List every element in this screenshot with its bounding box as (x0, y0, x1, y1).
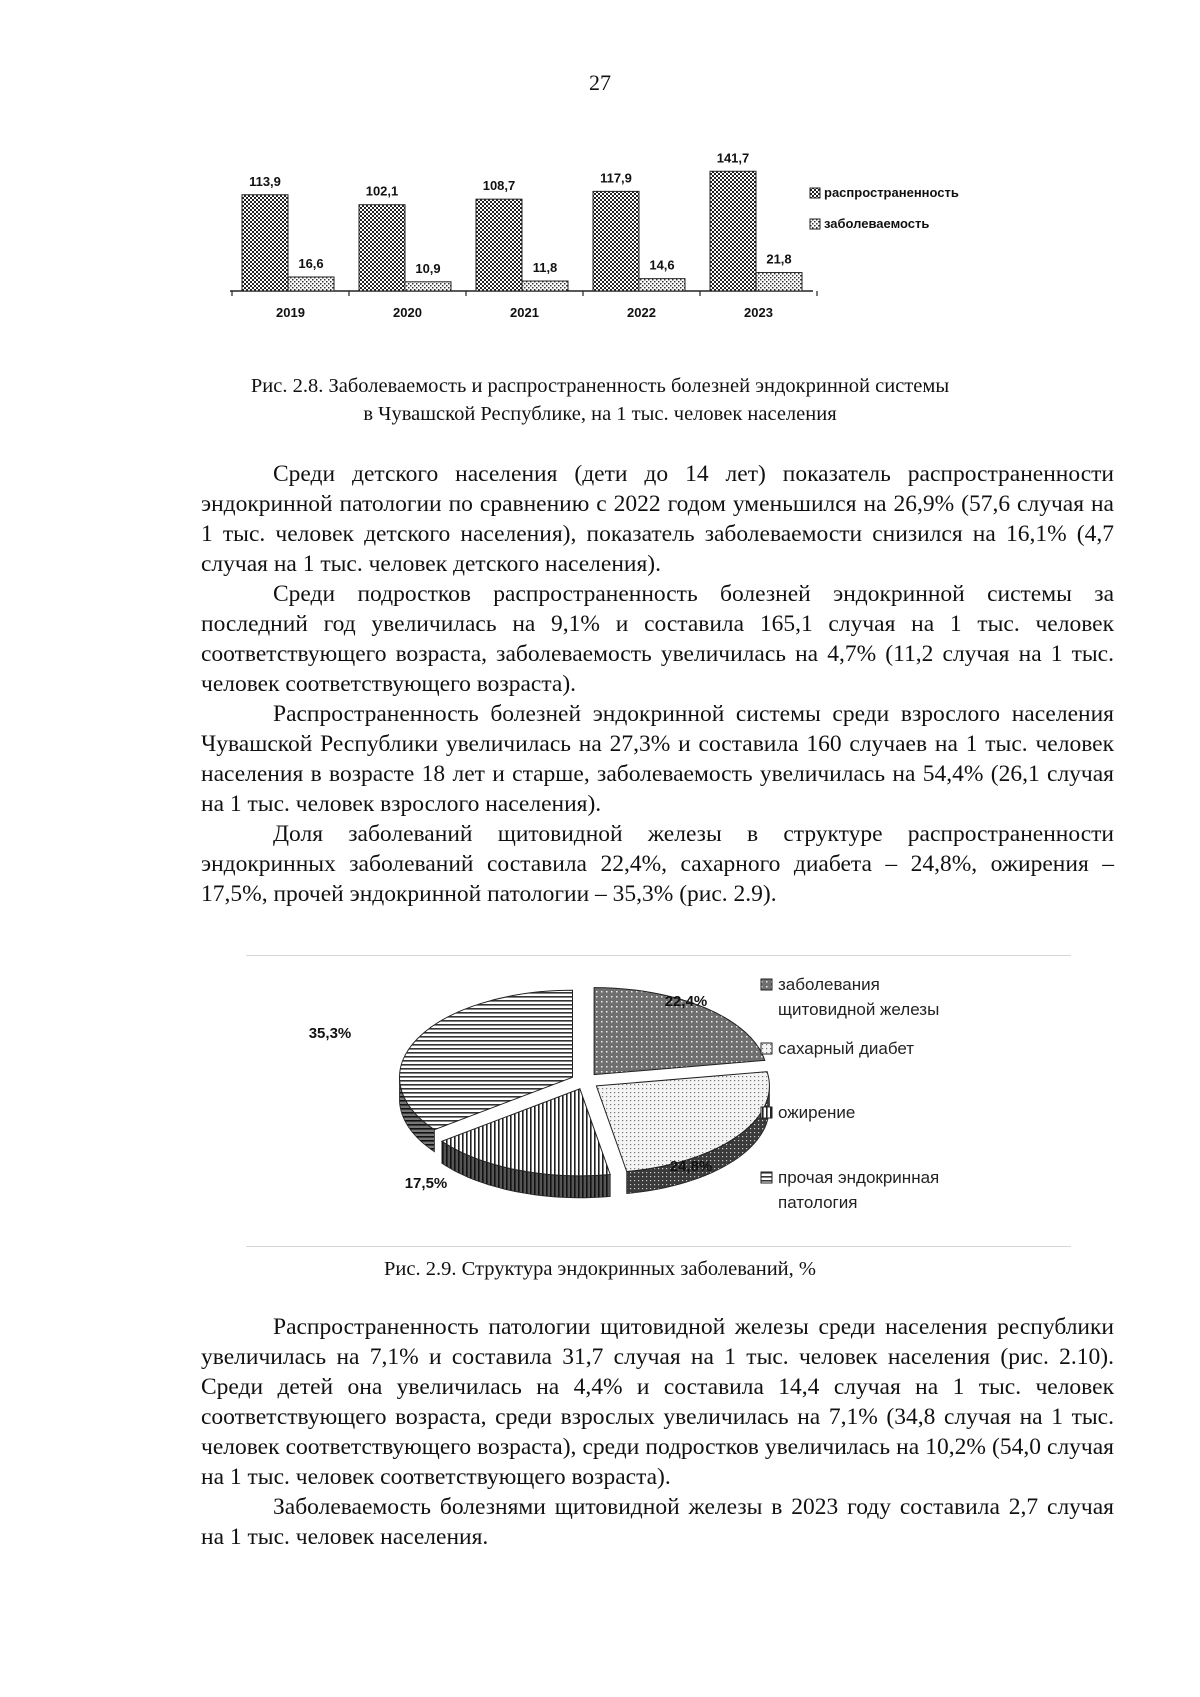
pie-legend-label: щитовидной железы (778, 1000, 940, 1019)
legend-label: заболеваемость (824, 216, 930, 231)
legend-swatch (810, 188, 820, 198)
bar-value-label: 102,1 (365, 183, 399, 199)
bar-value-label: 10,9 (415, 260, 441, 276)
legend-swatch (810, 219, 820, 229)
pie-chart-legend (761, 975, 939, 1212)
figure-2-9-caption: Рис. 2.9. Структура эндокринных заболеваний, % (384, 1258, 816, 1280)
bar-value-label: 14,6 (649, 257, 675, 273)
pie-chart (246, 956, 1071, 1246)
bar-prevalence (593, 191, 639, 291)
pie-slice (596, 1072, 769, 1172)
x-tick-label: 2021 (510, 305, 539, 320)
bar-incidence (405, 282, 451, 291)
pie-chart-frame (246, 955, 1071, 1247)
pie-legend-swatch (761, 1043, 772, 1054)
bar-value-label: 113,9 (249, 173, 281, 189)
bar-value-label: 117,9 (600, 170, 632, 186)
bar-incidence (288, 277, 334, 291)
figure-2-8-caption (0, 372, 1200, 428)
bar-value-label: 11,8 (532, 260, 558, 276)
bar-prevalence (359, 205, 405, 291)
page-number: 27 (589, 70, 611, 95)
bar-incidence (639, 279, 685, 291)
x-tick-label: 2019 (276, 305, 305, 320)
bar-incidence (756, 273, 802, 291)
bar-incidence (522, 281, 568, 291)
bar-prevalence (242, 195, 288, 291)
figure-2-8-caption-line-1: Рис. 2.8. Заболеваемость и распространенность болезней эндокринной системы (250, 375, 950, 397)
bar-prevalence (710, 171, 756, 291)
pie-value-label: 17,5% (404, 1175, 448, 1192)
paragraph-adults: Распространенность болезней эндокринной системы среди взрослого населения Чувашской Республики увеличилась на 27,3% и составила 160 случаев на 1 тыс. человек населения в возрасте 18 лет и старше, заболеваемость увеличилась на 54,4% (26,1 случая на 1 тыс. человек взрослого населения). (201, 701, 1114, 817)
pie-legend-swatch (761, 979, 772, 990)
pie-legend-label: сахарный диабет (778, 1039, 915, 1058)
body-text-top (201, 459, 1114, 909)
paragraph-structure: Доля заболеваний щитовидной железы в структуре распространенности эндокринных заболеваний составила 22,4%, сахарного диабета – 24,8%, ожирения – 17,5%, прочей эндокринной патологии – 35,3% (рис. 2.9). (201, 821, 1114, 907)
body-text-bottom (201, 1312, 1114, 1552)
pie-legend-label: ожирение (778, 1103, 856, 1122)
pie-legend-label: патология (778, 1193, 858, 1212)
paragraph-thyroid-prevalence: Распространенность патологии щитовидной железы среди населения республики увеличилась на 7,1% и составила 31,7 случая на 1 тыс. человек населения (рис. 2.10). Среди детей она увеличилась на 4,4% и составила 14,4 случая на 1 тыс. человек соответствующего возраста, среди взрослых увеличилась на 7,1% (34,8 случая на 1 тыс. человек соответствующего возраста), среди подростков увеличилась на 10,2% (54,0 случая на 1 тыс. человек соответствующего возраста). (201, 1314, 1114, 1490)
pie-legend-label: заболевания (778, 975, 880, 994)
x-tick-label: 2022 (627, 305, 656, 320)
bar-value-label: 108,7 (482, 178, 516, 194)
bar-chart-legend (810, 185, 959, 231)
pie-value-label: 22,4% (664, 993, 708, 1010)
paragraph-children: Среди детского населения (дети до 14 лет) показатель распространенности эндокринной патологии по сравнению с 2022 годом уменьшился на 26,9% (57,6 случая на 1 тыс. человек детского населения), показатель заболеваемости снизился на 16,1% (4,7 случая на 1 тыс. человек детского населения). (201, 461, 1114, 577)
x-tick-label: 2020 (393, 305, 422, 320)
pie-value-label: 35,3% (308, 1025, 352, 1042)
pie-legend-label: прочая эндокринная (778, 1168, 940, 1187)
figure-2-8-caption-line-2: в Чувашской Республике, на 1 тыс. человек населения (363, 403, 837, 425)
bar-value-label: 21,8 (766, 251, 792, 267)
legend-label: распространенность (824, 185, 959, 200)
pie-value-label: 24,8% (669, 1158, 713, 1175)
bar-chart (230, 145, 1070, 360)
x-tick-label: 2023 (744, 305, 773, 320)
bar-value-label: 141,7 (716, 150, 750, 166)
paragraph-thyroid-incidence: Заболеваемость болезнями щитовидной железы в 2023 году составила 2,7 случая на 1 тыс. человек населения. (201, 1494, 1114, 1550)
pie-legend-swatch (761, 1172, 772, 1183)
pie-legend-swatch (761, 1107, 772, 1118)
bar-prevalence (476, 199, 522, 291)
bar-value-label: 16,6 (298, 255, 324, 271)
paragraph-teenagers: Среди подростков распространенность болезней эндокринной системы за последний год увеличилась на 9,1% и составила 165,1 случая на 1 тыс. человек соответствующего возраста, заболеваемость увеличилась на 4,7% (11,2 случая на 1 тыс. человек соответствующего возраста). (201, 581, 1114, 697)
